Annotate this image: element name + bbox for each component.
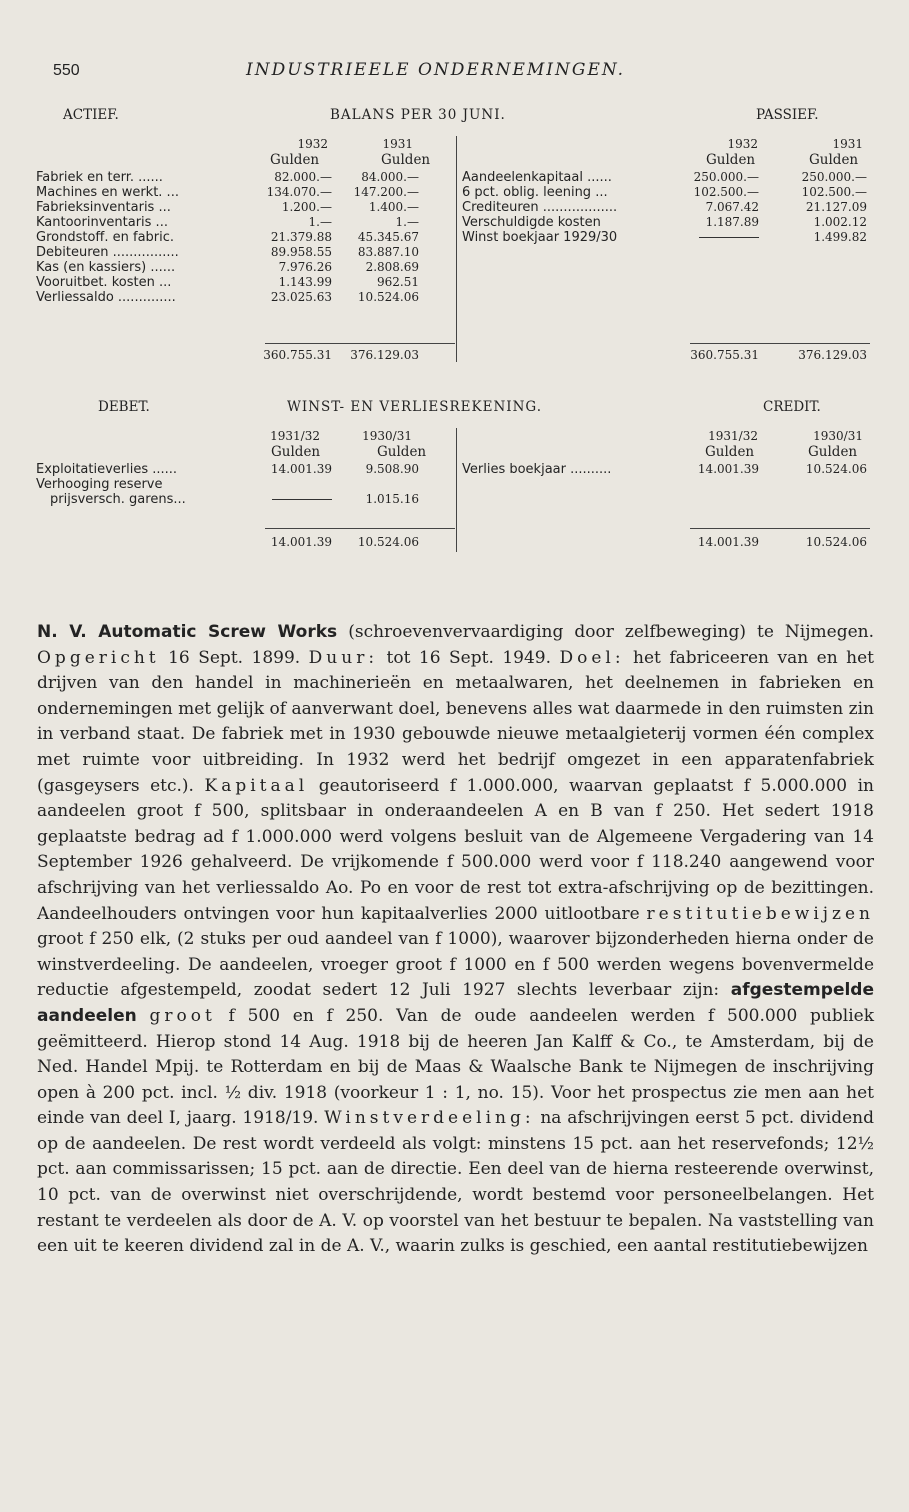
balance-right-value-b: 250.000.— bbox=[801, 170, 867, 184]
balance-right-col-a bbox=[682, 170, 759, 245]
balance-right-value-a: 250.000.— bbox=[693, 170, 759, 184]
page-number: 550 bbox=[53, 62, 80, 79]
balance-left-value-a: 1.200.— bbox=[281, 200, 332, 214]
text-segment: na afschrijvingen eerst 5 pct. dividend op de aandeelen. De rest wordt verdeeld als volgt: minstens 15 pct. aan het reservefonds; 12½ pct. aan commissarissen; 15 pct. aan de directie. Een deel van de hierna resteerende overwinst, 10 pct. van de overwinst niet overschrijdende, wordt bestemd voor personeelbelangen. Het restant te verdeelen als door de A. V. op voorstel van het bestuur te bepalen. Na vaststelling van een uit te keeren dividend zal in de A. V., waarin zulks is geschied, een aantal restitutiebewijzen bbox=[37, 1108, 874, 1257]
pl-left-value-b: 9.508.90 bbox=[365, 462, 419, 476]
balance-left-total-b: 376.129.03 bbox=[350, 348, 419, 362]
pl-right-unit-a: Gulden bbox=[705, 444, 755, 460]
balance-left-col-b bbox=[342, 170, 419, 305]
pl-left-unit-b: Gulden bbox=[377, 444, 427, 460]
pl-left-col-b bbox=[342, 462, 419, 507]
balance-left-total-rule bbox=[265, 343, 455, 344]
balance-divider bbox=[456, 136, 457, 362]
balance-right-value-b: 21.127.09 bbox=[805, 200, 867, 214]
company-description bbox=[37, 620, 874, 1260]
pl-left-col-a bbox=[255, 462, 332, 507]
balance-left-unit-b: Gulden bbox=[381, 152, 431, 168]
balance-left-labels bbox=[36, 170, 179, 305]
balance-left-row-label: Grondstoff. en fabric. bbox=[36, 230, 175, 245]
text-segment: 16 Sept. 1899. bbox=[159, 647, 309, 668]
balance-passief-label: PASSIEF. bbox=[756, 107, 819, 123]
balance-left-value-a: 21.379.88 bbox=[270, 230, 332, 244]
pl-left-row-label: prijsversch. garens... bbox=[50, 492, 186, 507]
term-afgestempelde: afgestempelde aandeelen bbox=[37, 980, 874, 1026]
pl-right-value-a: 14.001.39 bbox=[697, 462, 759, 476]
text-segment: het fabriceeren van en het drijven van den handel in machinerieën en metaalwaren, het deelnemen in fabrieken en ondernemingen met gelijk of aanverwant doel, benevens alles wat daarmede in den ruimsten zin in verband staat. De fabriek met in 1930 gebouwde nieuwe metaalgieterij vormen één complex met ruimte voor uitbreiding. In 1932 werd het bedrijf omgezet in een apparatenfabriek (gasgeysers etc.). bbox=[37, 647, 874, 796]
balance-right-total-a: 360.755.31 bbox=[690, 348, 759, 362]
text-segment: tot 16 Sept. 1949. bbox=[378, 647, 560, 668]
pl-right-col-a bbox=[682, 462, 759, 477]
balance-right-row-label: Verschuldigde kosten bbox=[462, 215, 601, 230]
balance-left-row-label: Debiteuren ................ bbox=[36, 245, 179, 260]
balance-right-year-b: 1931 bbox=[832, 137, 863, 151]
balance-right-total-b: 376.129.03 bbox=[798, 348, 867, 362]
balance-left-total-a: 360.755.31 bbox=[263, 348, 332, 362]
pl-title: WINST- EN VERLIESREKENING. bbox=[287, 399, 543, 415]
term-restitutie: restitutiebewijzen bbox=[646, 903, 874, 924]
pl-left-total-b: 10.524.06 bbox=[357, 535, 419, 549]
pl-left-year-b: 1930/31 bbox=[362, 429, 412, 443]
balance-right-value-b: 102.500.— bbox=[801, 185, 867, 199]
text-segment: geautoriseerd f 1.000.000, waarvan geplaatst f 5.000.000 in aandeelen groot f 500, splitsbaar in onderaandeelen A en B van f 250. Het sedert 1918 geplaatste bedrag ad f 1.000.000 werd volgens besluit van de Algemeene Vergadering van 14 September 1926 gehalveerd. De vrijkomende f 500.000 werd voor f 118.240 aangewend voor afschrijving van het verliessaldo Ao. Po en voor de rest tot extra-afschrijving op de bezittingen. Aandeelhouders ontvingen voor hun kapitaalverlies 2000 uitlootbare bbox=[37, 775, 874, 924]
pl-right-col-b bbox=[790, 462, 867, 477]
text-segment: f 500 en f 250. Van de oude aandeelen werden f 500.000 publiek geëmitteerd. Hierop stond 14 Aug. 1918 bij de heeren Jan Kalff & Co., te Amsterdam, bij de Ned. Handel Mpij. te Rotterdam en bij de Maas & Waalsche Bank te Nijmegen de inschrijving open à 200 pct. incl. ½ div. 1918 (voorkeur 1 : 1, no. 15). Voor het prospectus zie men aan het einde van deel I, jaarg. 1918/19. bbox=[37, 1005, 875, 1129]
pl-right-unit-b: Gulden bbox=[808, 444, 858, 460]
balance-left-row-label: Fabriek en terr. ...... bbox=[36, 170, 163, 185]
text-segment: groot f 250 elk, (2 stuks per oud aandeel van f 1000), waarover bijzonderheden hierna onder de winstverdeeling. De aandeelen, vroeger groot f 1000 en f 500 werden wegens bovenvermelde reductie afgestempeld, zoodat sedert 12 Juli 1927 slechts leverbaar zijn: bbox=[37, 929, 874, 1001]
balance-left-value-b: 2.808.69 bbox=[365, 260, 419, 274]
pl-left-total-a: 14.001.39 bbox=[270, 535, 332, 549]
balance-right-col-b bbox=[790, 170, 867, 245]
balance-left-col-a bbox=[255, 170, 332, 305]
balance-right-unit-a: Gulden bbox=[706, 152, 756, 168]
pl-left-value-b: 1.015.16 bbox=[365, 492, 419, 506]
pl-divider bbox=[456, 428, 457, 552]
pl-right-total-a: 14.001.39 bbox=[697, 535, 759, 549]
balance-left-value-b: 45.345.67 bbox=[357, 230, 419, 244]
balance-left-value-a: 7.976.26 bbox=[278, 260, 332, 274]
pl-right-total-b: 10.524.06 bbox=[805, 535, 867, 549]
balance-left-row-label: Machines en werkt. ... bbox=[36, 185, 179, 200]
page-title bbox=[246, 60, 625, 80]
term-doel: Doel: bbox=[559, 647, 625, 668]
balance-left-unit-a: Gulden bbox=[270, 152, 320, 168]
pl-right-year-a: 1931/32 bbox=[708, 429, 758, 443]
balance-right-value-a: 1.187.89 bbox=[705, 215, 759, 229]
balance-right-year-a: 1932 bbox=[727, 137, 758, 151]
balance-right-value-a: 102.500.— bbox=[693, 185, 759, 199]
pl-left-empty-dash bbox=[255, 492, 332, 507]
balance-left-year-b: 1931 bbox=[382, 137, 413, 151]
pl-credit-label: CREDIT. bbox=[763, 399, 821, 415]
balance-right-row-label: Crediteuren .................. bbox=[462, 200, 618, 215]
pl-debet-label: DEBET. bbox=[98, 399, 150, 415]
pl-right-total-rule bbox=[690, 528, 870, 529]
balance-left-value-a: 1.143.99 bbox=[278, 275, 332, 289]
balance-left-value-a: 1.— bbox=[308, 215, 332, 229]
pl-left-value-a: 14.001.39 bbox=[270, 462, 332, 476]
pl-right-year-b: 1930/31 bbox=[813, 429, 863, 443]
pl-right-value-b: 10.524.06 bbox=[805, 462, 867, 476]
pl-right-labels bbox=[462, 462, 611, 477]
balance-left-value-b: 10.524.06 bbox=[357, 290, 419, 304]
pl-left-unit-a: Gulden bbox=[271, 444, 321, 460]
balance-left-year-a: 1932 bbox=[297, 137, 328, 151]
balance-right-value-b: 1.499.82 bbox=[813, 230, 867, 244]
term-kapitaal: Kapitaal bbox=[204, 775, 309, 796]
balance-right-value-a: 7.067.42 bbox=[705, 200, 759, 214]
balance-left-row-label: Kantoorinventaris ... bbox=[36, 215, 168, 230]
balance-left-value-a: 89.958.55 bbox=[270, 245, 332, 259]
balance-left-value-b: 1.400.— bbox=[368, 200, 419, 214]
balance-title: BALANS PER 30 JUNI. bbox=[330, 107, 506, 123]
page-title-text: INDUSTRIEELE ONDERNEMINGEN. bbox=[246, 60, 626, 80]
term-duur: Duur: bbox=[308, 647, 379, 668]
balance-right-row-label: 6 pct. oblig. leening ... bbox=[462, 185, 608, 200]
page-header bbox=[53, 60, 80, 80]
balance-left-row-label: Vooruitbet. kosten ... bbox=[36, 275, 172, 290]
balance-right-row-label: Aandeelenkapitaal ...... bbox=[462, 170, 612, 185]
pl-left-year-a: 1931/32 bbox=[270, 429, 320, 443]
balance-left-value-a: 23.025.63 bbox=[270, 290, 332, 304]
balance-right-row-label: Winst boekjaar 1929/30 bbox=[462, 230, 618, 245]
pl-left-value-a bbox=[255, 477, 332, 492]
balance-left-value-b: 84.000.— bbox=[361, 170, 419, 184]
balance-right-labels bbox=[462, 170, 617, 245]
balance-left-row-label: Verliessaldo .............. bbox=[36, 290, 176, 305]
balance-right-value-b: 1.002.12 bbox=[813, 215, 867, 229]
balance-left-value-a: 82.000.— bbox=[274, 170, 332, 184]
pl-left-total-rule bbox=[265, 528, 455, 529]
balance-right-empty-dash bbox=[682, 230, 759, 245]
pl-left-row-label: Exploitatieverlies ...... bbox=[36, 462, 178, 477]
term-winstverdeeling: Winstverdeeling: bbox=[324, 1108, 535, 1129]
company-name: N. V. Automatic Screw Works bbox=[37, 622, 338, 642]
term-opgericht: Opgericht bbox=[37, 647, 160, 668]
pl-left-row-label: Verhooging reserve bbox=[36, 477, 163, 492]
balance-left-row-label: Fabrieksinventaris ... bbox=[36, 200, 171, 215]
term-groot: groot bbox=[149, 1005, 216, 1026]
text-segment: (schroevenvervaardiging door zelfbeweging) te Nijmegen. bbox=[337, 622, 874, 642]
balance-left-row-label: Kas (en kassiers) ...... bbox=[36, 260, 176, 275]
balance-right-unit-b: Gulden bbox=[809, 152, 859, 168]
balance-left-value-b: 962.51 bbox=[377, 275, 419, 289]
balance-left-value-a: 134.070.— bbox=[266, 185, 332, 199]
balance-right-total-rule bbox=[690, 343, 870, 344]
balance-left-value-b: 83.887.10 bbox=[357, 245, 419, 259]
balance-left-value-b: 147.200.— bbox=[353, 185, 419, 199]
pl-left-value-b bbox=[342, 477, 419, 492]
pl-right-row-label: Verlies boekjaar .......... bbox=[462, 462, 612, 477]
pl-left-labels bbox=[36, 462, 186, 507]
balance-actief-label: ACTIEF. bbox=[63, 107, 119, 123]
balance-left-value-b: 1.— bbox=[395, 215, 419, 229]
